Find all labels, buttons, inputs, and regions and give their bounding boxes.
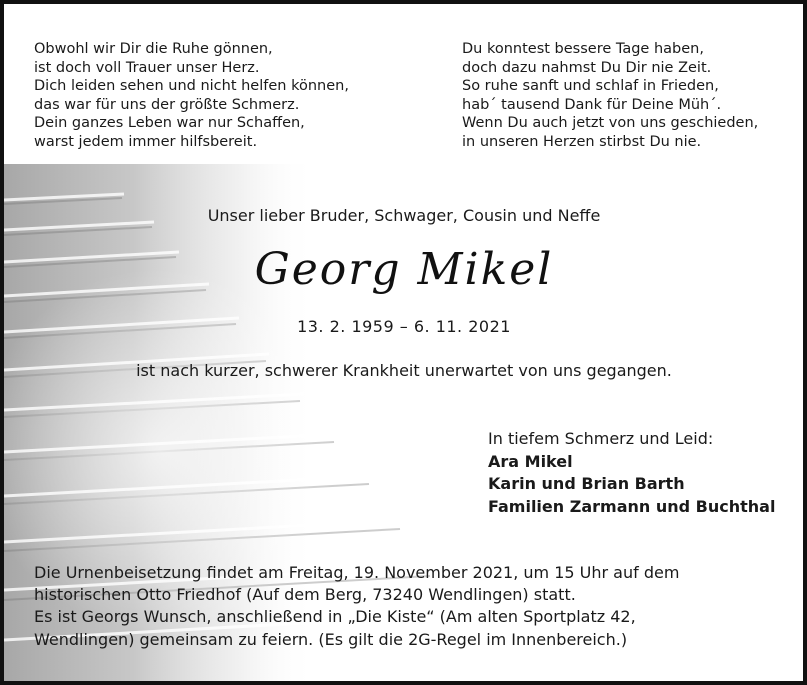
poem-line: Dein ganzes Leben war nur Schaffen, — [34, 115, 305, 132]
burial-line: Die Urnenbeisetzung findet am Freitag, 19. November 2021, um 15 Uhr auf dem — [34, 563, 680, 582]
burial-details — [34, 562, 679, 651]
poem-right — [462, 40, 758, 152]
mourners-heading: In tiefem Schmerz und Leid: — [488, 429, 714, 448]
poem-line: Obwohl wir Dir die Ruhe gönnen, — [34, 41, 273, 57]
poem-line: ist doch voll Trauer unser Herz. — [34, 59, 260, 76]
passing-statement: ist nach kurzer, schwerer Krankheit unerwartet von uns gegangen. — [136, 361, 672, 380]
deceased-name: Georg Mikel — [254, 244, 554, 295]
relationship-intro: Unser lieber Bruder, Schwager, Cousin und Neffe — [207, 206, 601, 225]
poem-line: warst jedem immer hilfsbereit. — [34, 133, 258, 150]
life-dates: 13. 2. 1959 – 6. 11. 2021 — [297, 317, 511, 336]
poem-line: hab´ tausend Dank für Deine Müh´. — [462, 96, 722, 113]
mourner-name: Karin und Brian Barth — [488, 474, 685, 493]
poem-line: Dich leiden sehen und nicht helfen können, — [34, 78, 349, 95]
poem-line: Du konntest bessere Tage haben, — [462, 41, 704, 57]
poem-line: doch dazu nahmst Du Dir nie Zeit. — [462, 59, 712, 76]
poem-left — [34, 40, 349, 152]
mourners-block — [488, 428, 775, 518]
mourner-name: Ara Mikel — [488, 451, 573, 471]
poem-line: in unseren Herzen stirbst Du nie. — [462, 133, 702, 150]
poem-line: Wenn Du auch jetzt von uns geschieden, — [462, 115, 759, 132]
burial-line: Wendlingen) gemeinsam zu feiern. (Es gilt die 2G-Regel im Innenbereich.) — [34, 629, 628, 649]
burial-line: Es ist Georgs Wunsch, anschließend in „Die Kiste“ (Am alten Sportplatz 42, — [34, 607, 636, 627]
poem-line: das war für uns der größte Schmerz. — [34, 96, 300, 113]
burial-line: historischen Otto Friedhof (Auf dem Berg, 73240 Wendlingen) statt. — [34, 585, 576, 605]
mourner-name: Familien Zarmann und Buchthal — [488, 496, 776, 516]
poem-line: So ruhe sanft und schlaf in Frieden, — [462, 78, 719, 95]
